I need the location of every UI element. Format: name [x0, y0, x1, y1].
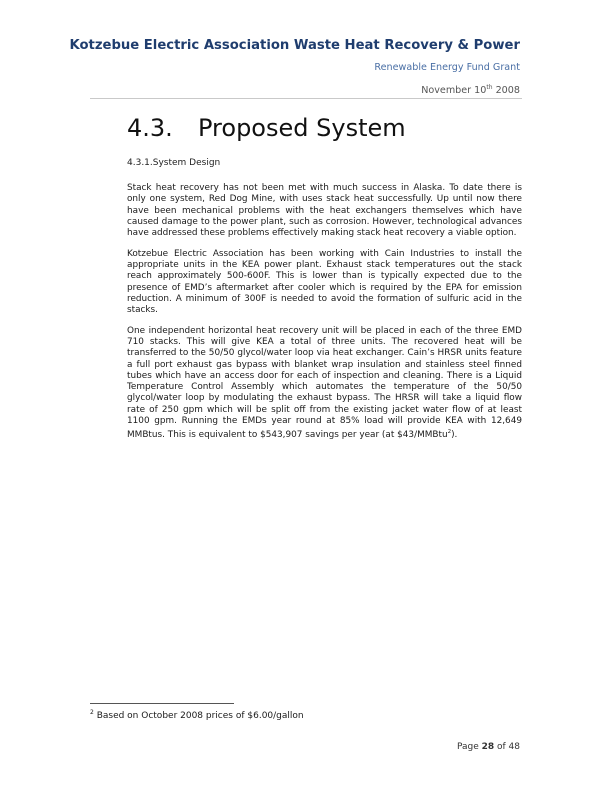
footnote-text: Based on October 2008 prices of $6.00/gallon: [93, 711, 304, 721]
footnote-reference: 2: [447, 429, 452, 435]
page-prefix: Page: [456, 742, 482, 752]
body-text: [127, 183, 522, 451]
paragraph-2: Kotzebue Electric Association has been working with Cain Industries to install the appropriate units in the KEA power plant. Exhaust stack temperatures out the stack reach approximately 500-600F. This is lower than is typically expected due to the presence of EMD’s aftermarket after cooler which is required by the EPA for emission reduction. A minimum of 300F is needed to avoid the formation of sulfuric acid in the stacks.: [127, 248, 522, 315]
paragraph-1: Stack heat recovery has not been met with much success in Alaska. To date there is only one system, Red Dog Mine, with uses stack heat successfully. Up until now there have been mechanical problems with the heat exchangers themselves which have caused damage to the power plant, such as corrosion. However, technological advances have addressed these problems effectively making stack heat recovery a viable option.: [127, 183, 522, 238]
footnote-marker: 2: [90, 709, 94, 716]
footnote-divider: [90, 703, 234, 704]
date-suffix: 2008: [492, 85, 520, 97]
paragraph-3: [127, 326, 522, 441]
section-heading: [127, 114, 406, 142]
date-prefix: November 10: [421, 85, 487, 97]
section-number: 4.3.: [127, 114, 173, 142]
subsection-heading: 4.3.1.System Design: [127, 158, 221, 168]
document-header-subtitle: Renewable Energy Fund Grant: [374, 62, 520, 73]
paragraph-3-text: One independent horizontal heat recovery unit will be placed in each of the three EMD 710 stacks. This will give KEA a total of three units. The recovered heat will be transferred to the 50/50 glycol/water loop via heat exchanger. Cain’s HRSR units feature a full port exhaust gas bypass with blanket wrap insulation and stainless steel finned tubes which have an access door for each of inspection and cleaning. There is a Liquid Temperature Control Assembly which automates the temperature of the 50/50 glycol/water loop by modulating the exhaust bypass. The HRSR will take a liquid flow rate of 250 gpm which will be split off from the existing jacket water flow of at least 1100 gpm. Running the EMDs year round at 85% load will provide KEA with 12,649 MMBtus. This is equivalent to $543,907 savings per year (at $43/MMBtu: [127, 325, 522, 440]
header-divider: [90, 98, 522, 99]
paragraph-3-end: ).: [451, 429, 458, 440]
page-current: 28: [481, 742, 495, 752]
document-header-title: Kotzebue Electric Association Waste Heat Recovery & Power: [69, 38, 520, 53]
section-title: Proposed System: [198, 114, 406, 142]
footnote: [90, 709, 304, 721]
document-header-date: [421, 84, 520, 96]
page-total: 48: [508, 742, 520, 752]
page-number: [457, 742, 520, 752]
date-ordinal: th: [486, 84, 493, 91]
page-middle: of: [494, 742, 509, 752]
